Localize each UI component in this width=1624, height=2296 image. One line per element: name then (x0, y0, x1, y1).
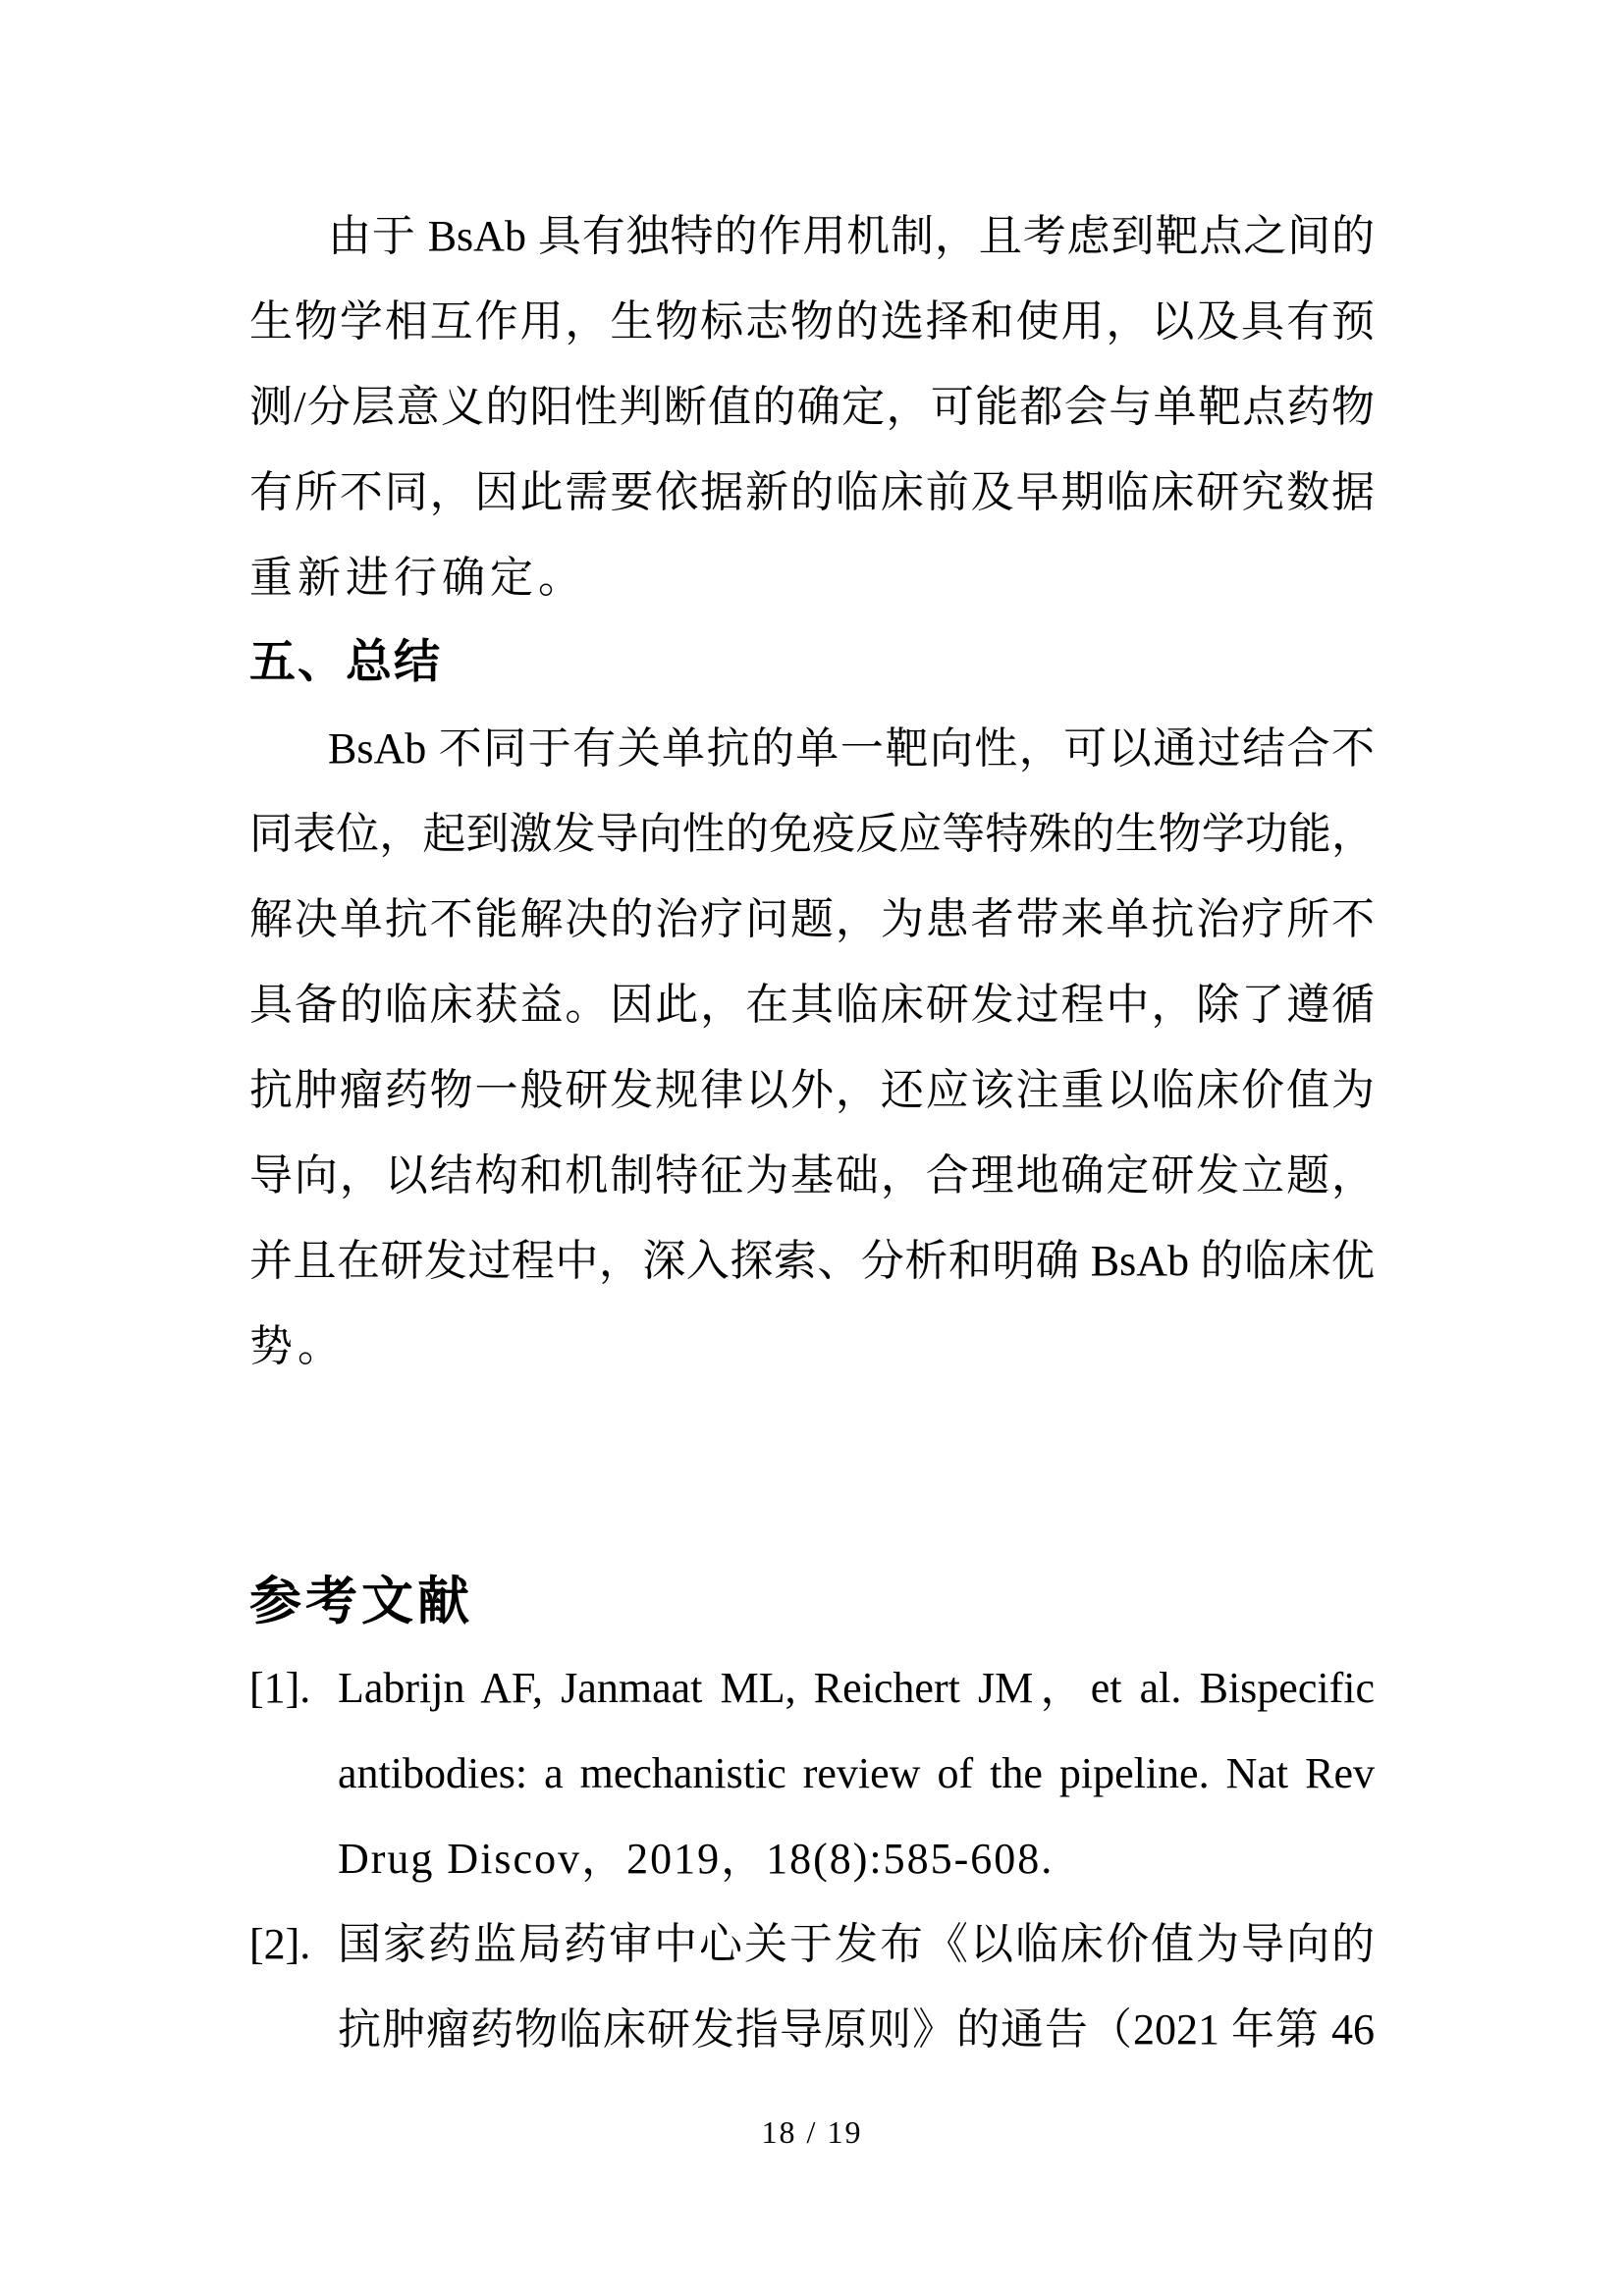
ref-text-line: Labrijn AF, Janmaat ML, Reichert JM，et al. Bispecific (338, 1664, 1375, 1712)
reference-item-2 (249, 1901, 1375, 2072)
text-line: 有所不同，因此需要依据新的临床前及早期临床研究数据 (249, 468, 1375, 516)
ref-line (249, 1816, 1375, 1901)
text-line: 抗肿瘤药物一般研发规律以外，还应该注重以临床价值为 (249, 1066, 1375, 1114)
text-line: BsAb 不同于有关单抗的单一靶向性，可以通过结合不 (328, 724, 1375, 773)
ref-text-line: 抗肿瘤药物临床研发指导原则》的通告（2021 年第 46 (338, 2005, 1375, 2054)
ref-line (249, 1901, 1375, 1987)
text-line: 测/分层意义的阳性判断值的确定，可能都会与单靶点药物 (249, 383, 1375, 431)
ref-text-line: 国家药监局药审中心关于发布《以临床价值为导向的 (338, 1920, 1375, 1968)
ref-text-line: antibodies: a mechanistic review of the pipeline. Nat Rev (338, 1749, 1375, 1797)
ref-line (249, 1645, 1375, 1731)
ref-number: [2]. (249, 1920, 311, 1968)
ref-number: [1]. (249, 1664, 311, 1712)
section-heading-references: 参考文献 (249, 1574, 473, 1630)
ref-text-line: Drug Discov，2019，18(8):585-608. (338, 1835, 1055, 1883)
text-line: 具备的临床获益。因此，在其临床研发过程中，除了遵循 (249, 981, 1375, 1029)
ref-line (249, 1987, 1375, 2072)
text-line: 并且在研发过程中，深入探索、分析和明确 BsAb 的临床优 (249, 1237, 1375, 1285)
text-line: 解决单抗不能解决的治疗问题，为患者带来单抗治疗所不 (249, 895, 1375, 943)
text-line: 势。 (249, 1322, 346, 1370)
paragraph-intro (249, 193, 1375, 620)
text-line: 同表位，起到激发导向性的免疫反应等特殊的生物学功能， (249, 810, 1375, 858)
paragraph-summary (249, 706, 1375, 1389)
text-line: 由于 BsAb 具有独特的作用机制，且考虑到靶点之间的 (328, 212, 1375, 260)
ref-line (249, 1731, 1375, 1816)
reference-item-1 (249, 1645, 1375, 1901)
page-number-footer: 18 / 19 (761, 2114, 863, 2150)
section-heading-summary: 五、总结 (249, 637, 442, 688)
text-line: 导向，以结构和机制特征为基础，合理地确定研发立题， (249, 1151, 1375, 1200)
page-content (249, 193, 1375, 2072)
text-line: 生物学相互作用，生物标志物的选择和使用，以及具有预 (249, 297, 1375, 346)
text-line: 重新进行确定。 (249, 554, 586, 602)
